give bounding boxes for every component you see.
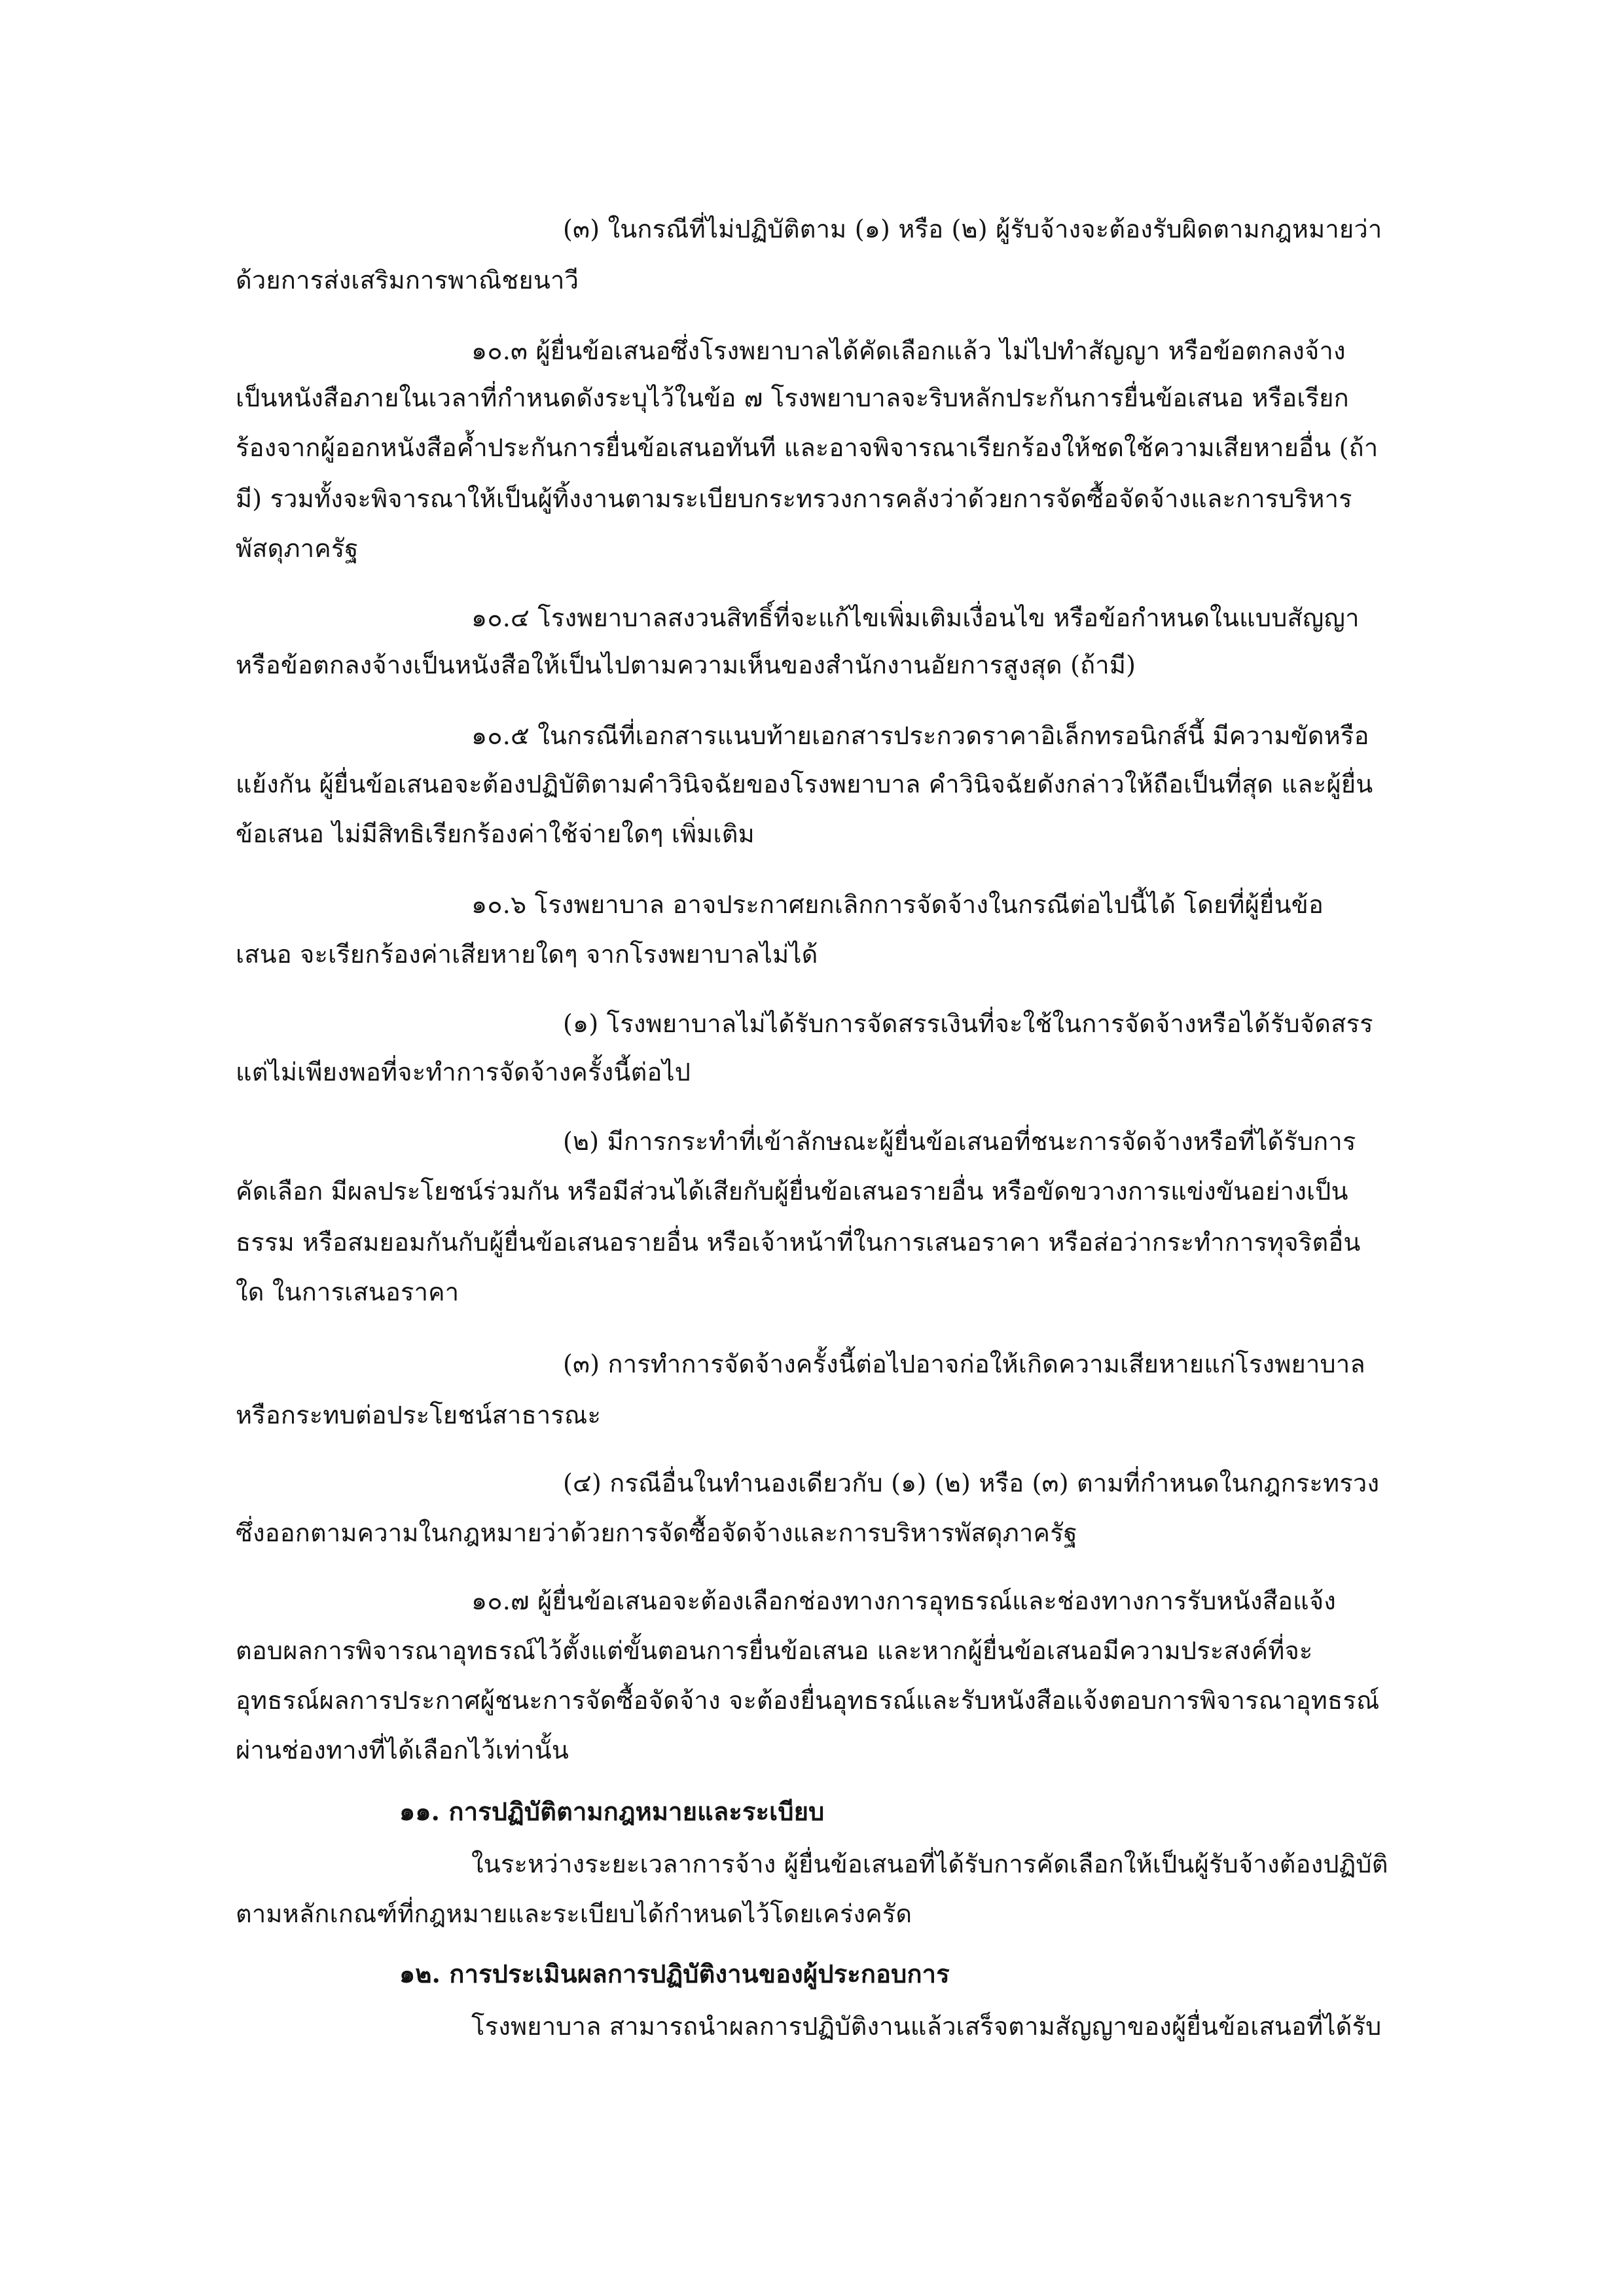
text-line: ๑๐.๗ ผู้ยื่นข้อเสนอจะต้องเลือกช่องทางการอุทธรณ์และช่องทางการรับหนังสือแจ้ง (471, 1587, 1337, 1615)
text-line: อุทธรณ์ผลการประกาศผู้ชนะการจัดซื้อจัดจ้าง จะต้องยื่นอุทธรณ์และรับหนังสือแจ้งตอบการพิจารณาอุทธรณ์ (236, 1686, 1380, 1715)
text-line: ๑๐.๔ โรงพยาบาลสงวนสิทธิ์ที่จะแก้ไขเพิ่มเติมเงื่อนไข หรือข้อกำหนดในแบบสัญญา (471, 603, 1360, 632)
text-line: ข้อเสนอ ไม่มีสิทธิเรียกร้องค่าใช้จ่ายใดๆ เพิ่มเติม (236, 819, 755, 848)
text-line: (๓) ในกรณีที่ไม่ปฏิบัติตาม (๑) หรือ (๒) ผู้รับจ้างจะต้องรับผิดตามกฎหมายว่า (563, 215, 1382, 243)
text-line: เป็นหนังสือภายในเวลาที่กำหนดดังระบุไว้ในข้อ ๗ โรงพยาบาลจะริบหลักประกันการยื่นข้อเสนอ หรือเรียก (236, 384, 1349, 412)
text-line: ซึ่งออกตามความในกฎหมายว่าด้วยการจัดซื้อจัดจ้างและการบริหารพัสดุภาครัฐ (236, 1518, 1077, 1547)
text-line: ๑๐.๓ ผู้ยื่นข้อเสนอซึ่งโรงพยาบาลได้คัดเลือกแล้ว ไม่ไปทำสัญญา หรือข้อตกลงจ้าง (471, 336, 1346, 365)
section-heading: ๑๑. การปฏิบัติตามกฎหมายและระเบียบ (399, 1797, 825, 1826)
text-line: โรงพยาบาล สามารถนำผลการปฏิบัติงานแล้วเสร็จตามสัญญาของผู้ยื่นข้อเสนอที่ได้รับ (471, 2012, 1382, 2041)
text-line: หรือกระทบต่อประโยชน์สาธารณะ (236, 1401, 602, 1429)
text-line: ตอบผลการพิจารณาอุทธรณ์ไว้ตั้งแต่ขั้นตอนการยื่นข้อเสนอ และหากผู้ยื่นข้อเสนอมีความประสงค์ที่จะ (236, 1636, 1313, 1665)
text-line: หรือข้อตกลงจ้างเป็นหนังสือให้เป็นไปตามความเห็นของสำนักงานอัยการสูงสุด (ถ้ามี) (236, 651, 1136, 679)
text-line: ใด ในการเสนอราคา (236, 1278, 460, 1306)
text-line: ในระหว่างระยะเวลาการจ้าง ผู้ยื่นข้อเสนอที่ได้รับการคัดเลือกให้เป็นผู้รับจ้างต้องปฏิบัติ (471, 1850, 1388, 1878)
text-line: เสนอ จะเรียกร้องค่าเสียหายใดๆ จากโรงพยาบาลไม่ได้ (236, 940, 818, 969)
text-line: ธรรม หรือสมยอมกันกับผู้ยื่นข้อเสนอรายอื่น หรือเจ้าหน้าที่ในการเสนอราคา หรือส่อว่ากระทำการทุจริตอื่น (236, 1228, 1361, 1257)
text-line: คัดเลือก มีผลประโยชน์ร่วมกัน หรือมีส่วนได้เสียกับผู้ยื่นข้อเสนอรายอื่น หรือขัดขวางการแข่งขันอย่างเป็น (236, 1177, 1348, 1206)
text-line: แต่ไม่เพียงพอที่จะทำการจัดจ้างครั้งนี้ต่อไป (236, 1058, 691, 1086)
text-line: ผ่านช่องทางที่ได้เลือกไว้เท่านั้น (236, 1736, 569, 1765)
text-line: ๑๐.๕ ในกรณีที่เอกสารแนบท้ายเอกสารประกวดราคาอิเล็กทรอนิกส์นี้ มีความขัดหรือ (471, 721, 1369, 750)
text-line: ร้องจากผู้ออกหนังสือค้ำประกันการยื่นข้อเสนอทันที และอาจพิจารณาเรียกร้องให้ชดใช้ความเสียหายอื่น (ถ้า (236, 433, 1379, 462)
text-line: ๑๐.๖ โรงพยาบาล อาจประกาศยกเลิกการจัดจ้างในกรณีต่อไปนี้ได้ โดยที่ผู้ยื่นข้อ (471, 890, 1324, 919)
text-line: มี) รวมทั้งจะพิจารณาให้เป็นผู้ทิ้งงานตามระเบียบกระทรวงการคลังว่าด้วยการจัดซื้อจัดจ้างและการบริหาร (236, 484, 1352, 513)
text-line: (๓) การทำการจัดจ้างครั้งนี้ต่อไปอาจก่อให้เกิดความเสียหายแก่โรงพยาบาล (563, 1350, 1365, 1378)
text-line: ด้วยการส่งเสริมการพาณิชยนาวี (236, 266, 579, 295)
section-heading: ๑๒. การประเมินผลการปฏิบัติงานของผู้ประกอบการ (399, 1959, 950, 1988)
text-line: (๒) มีการกระทำที่เข้าลักษณะผู้ยื่นข้อเสนอที่ชนะการจัดจ้างหรือที่ได้รับการ (563, 1127, 1356, 1156)
text-line: (๑) โรงพยาบาลไม่ได้รับการจัดสรรเงินที่จะใช้ในการจัดจ้างหรือได้รับจัดสรร (563, 1009, 1373, 1038)
text-line: แย้งกัน ผู้ยื่นข้อเสนอจะต้องปฏิบัติตามคำวินิจฉัยของโรงพยาบาล คำวินิจฉัยดังกล่าวให้ถือเป็นที่สุด และผู้ยื่น (236, 770, 1373, 798)
text-line: (๔) กรณีอื่นในทำนองเดียวกับ (๑) (๒) หรือ (๓) ตามที่กำหนดในกฎกระทรวง (563, 1469, 1380, 1498)
text-line: พัสดุภาครัฐ (236, 534, 359, 563)
text-line: ตามหลักเกณฑ์ที่กฎหมายและระเบียบได้กำหนดไว้โดยเคร่งครัด (236, 1899, 912, 1928)
